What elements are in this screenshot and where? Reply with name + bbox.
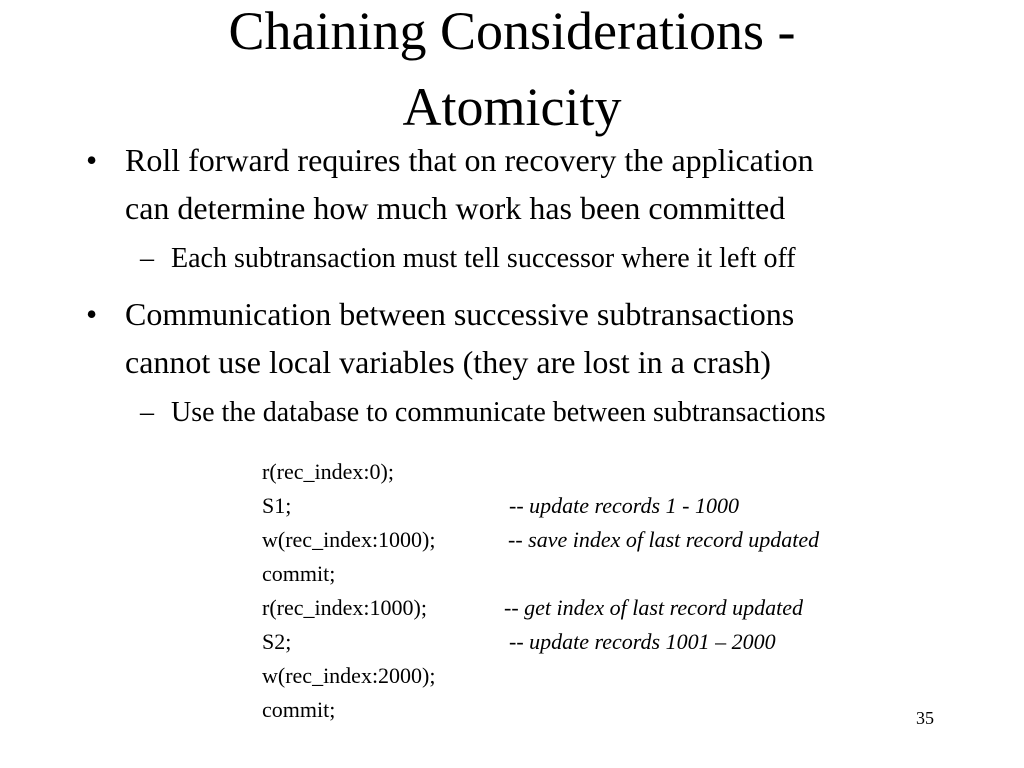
- code-comment: [509, 494, 739, 518]
- code-statement: commit;: [262, 561, 336, 586]
- bullet-text-line: can determine how much work has been committed: [125, 190, 786, 226]
- sub-bullet-text: Each subtransaction must tell successor where it left off: [171, 243, 796, 274]
- slide-title-line-2: Atomicity: [402, 77, 622, 137]
- bullet-text-line: cannot use local variables (they are lost in a crash): [125, 344, 771, 380]
- comment-text: update records 1 - 1000: [529, 493, 739, 518]
- comment-text: update records 1001 – 2000: [529, 629, 776, 654]
- code-statement: w(rec_index:2000);: [262, 663, 436, 688]
- slide-title-line-1: Chaining Considerations -: [228, 1, 796, 61]
- comment-dashes: --: [509, 629, 524, 654]
- code-comment: [504, 596, 803, 620]
- code-statement: w(rec_index:1000);: [262, 527, 436, 552]
- code-statement: r(rec_index:1000);: [262, 595, 427, 620]
- comment-dashes: --: [508, 527, 523, 552]
- code-statement: S2;: [262, 629, 292, 654]
- comment-dashes: --: [509, 493, 524, 518]
- comment-text: get index of last record updated: [524, 595, 803, 620]
- comment-text: save index of last record updated: [528, 527, 820, 552]
- code-comment: [509, 630, 776, 654]
- code-comment: [508, 528, 819, 552]
- sub-bullet-marker: –: [140, 243, 154, 274]
- code-statement: commit;: [262, 697, 336, 722]
- code-statement: S1;: [262, 493, 292, 518]
- code-statement: r(rec_index:0);: [262, 459, 394, 484]
- sub-bullet-marker: –: [140, 397, 154, 428]
- bullet-text-line: Communication between successive subtransactions: [125, 296, 795, 332]
- sub-bullet-text: Use the database to communicate between subtransactions: [171, 397, 826, 428]
- bullet-text-line: Roll forward requires that on recovery the application: [125, 142, 814, 178]
- page-number: 35: [916, 708, 934, 728]
- bullet-marker: •: [86, 142, 98, 178]
- bullet-marker: •: [86, 296, 98, 332]
- comment-dashes: --: [504, 595, 519, 620]
